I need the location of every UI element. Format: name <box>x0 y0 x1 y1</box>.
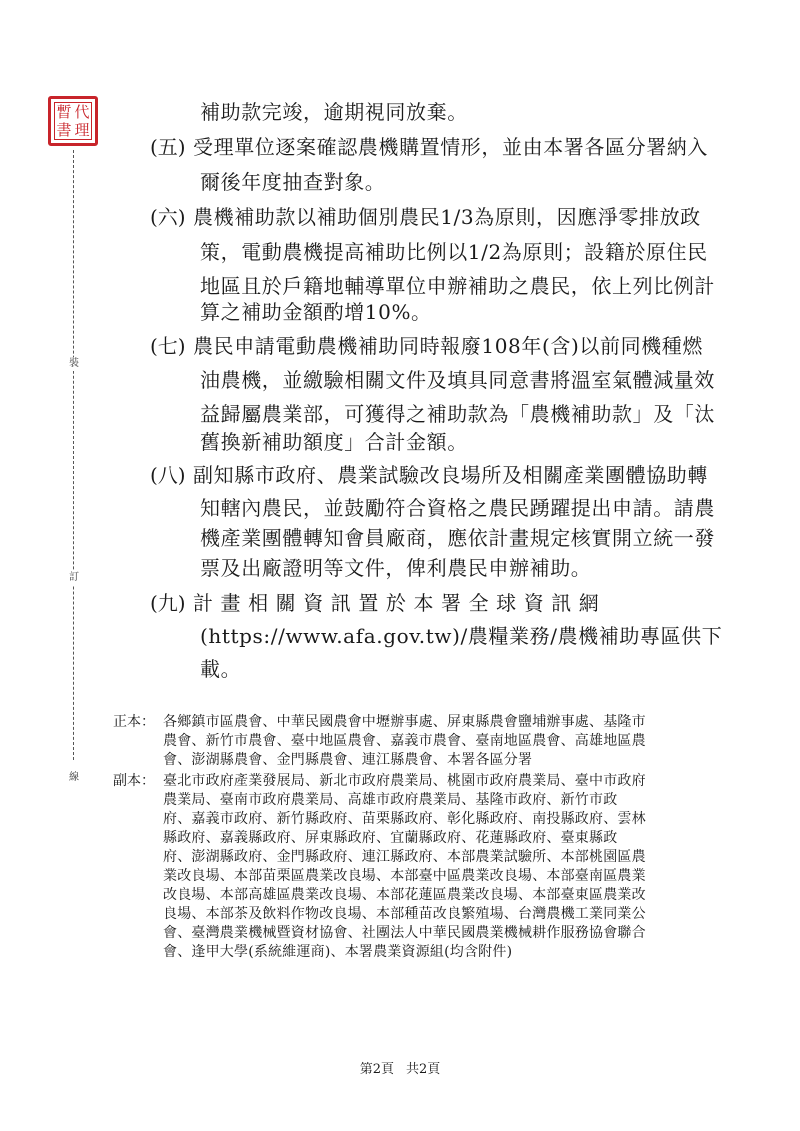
copy-recipients-line: 改良場、本部高雄區農業改良場、本部花蓮區農業改良場、本部臺東區農業改 <box>163 887 646 903</box>
item-eight-line: 票及出廠證明等文件，俾利農民申辦補助。 <box>200 556 592 580</box>
copy-recipients-line: 農業局、臺南市政府農業局、高雄市政府農業局、基隆市政府、新竹市政 <box>163 792 618 808</box>
page-total: 共2頁 <box>406 1062 441 1077</box>
item-five-label: (五) <box>150 135 186 159</box>
page-number: 第2頁 <box>359 1062 394 1077</box>
copy-recipients-line: 會、臺灣農業機械暨資材協會、社團法人中華民國農業機械耕作服務協會聯合 <box>163 925 646 941</box>
binding-mark-ding: 訂 <box>69 572 79 583</box>
original-recipients-label: 正本： <box>113 714 155 730</box>
item-seven-line: 益歸屬農業部，可獲得之補助款為「農機補助款」及「汰 <box>200 402 715 426</box>
item-eight-line: 知轄內農民，並鼓勵符合資格之農民踴躍提出申請。請農 <box>200 496 715 520</box>
item-eight-line: 機產業團體轉知會員廠商，應依計畫規定核實開立統一發 <box>200 526 715 550</box>
item-five-line: 受理單位逐案確認農機購置情形，並由本署各區分署納入 <box>193 135 708 159</box>
item-seven-line: 油農機，並繳驗相關文件及填具同意書將溫室氣體減量效 <box>200 368 715 392</box>
item-nine-label: (九) <box>150 591 186 615</box>
copy-recipients-line: 臺北市政府產業發展局、新北市政府農業局、桃園市政府農業局、臺中市政府 <box>163 773 646 789</box>
item-six-label: (六) <box>150 205 186 229</box>
item-five-line: 爾後年度抽查對象。 <box>200 170 386 194</box>
item-nine-line: 計 畫 相 關 資 訊 置 於 本 署 全 球 資 訊 網 <box>193 591 600 615</box>
seal-char: 代 <box>74 103 90 121</box>
copy-recipients-label: 副本： <box>113 773 155 789</box>
item-six-line: 地區且於戶籍地輔導單位申辦補助之農民，依上列比例計 <box>200 274 715 298</box>
binding-mark-zhuang: 裝 <box>69 358 79 369</box>
item-eight-label: (八) <box>150 463 186 487</box>
official-seal-stamp <box>48 96 98 146</box>
continued-line: 補助款完竣，逾期視同放棄。 <box>200 100 468 124</box>
item-six-line: 農機補助款以補助個別農民1/3為原則，因應淨零排放政 <box>193 205 701 229</box>
seal-char: 書 <box>56 121 72 139</box>
item-eight-line: 副知縣市政府、農業試驗改良場所及相關產業團體協助轉 <box>193 463 708 487</box>
copy-recipients-line: 府、澎湖縣政府、金門縣政府、連江縣政府、本部農業試驗所、本部桃園區農 <box>163 849 646 865</box>
copy-recipients-line: 府、嘉義市政府、新竹縣政府、苗栗縣政府、彰化縣政府、南投縣政府、雲林 <box>163 811 646 827</box>
binding-mark-xian: 線 <box>69 772 79 783</box>
copy-recipients-line: 會、逢甲大學(系統維運商)、本署農業資源組(均含附件) <box>163 944 513 960</box>
item-six-line: 策，電動農機提高補助比例以1/2為原則；設籍於原住民 <box>200 240 708 264</box>
item-seven-line: 舊換新補助額度」合計金額。 <box>200 430 468 454</box>
binding-line <box>73 150 74 760</box>
copy-recipients-line: 業改良場、本部苗栗區農業改良場、本部臺中區農業改良場、本部臺南區農業 <box>163 868 646 884</box>
seal-char: 暫 <box>56 103 72 121</box>
seal-char: 理 <box>74 121 90 139</box>
item-seven-line: 農民申請電動農機補助同時報廢108年(含)以前同機種燃 <box>193 334 703 358</box>
item-seven-label: (七) <box>150 334 186 358</box>
original-recipients-line: 各鄉鎮市區農會、中華民國農會中壢辦事處、屏東縣農會鹽埔辦事處、基隆市 <box>163 714 646 730</box>
original-recipients-line: 農會、新竹市農會、臺中地區農會、嘉義市農會、臺南地區農會、高雄地區農 <box>163 733 646 749</box>
original-recipients-line: 會、澎湖縣農會、金門縣農會、連江縣農會、本署各區分署 <box>163 752 533 768</box>
copy-recipients-line: 良場、本部茶及飲料作物改良場、本部種苗改良繁殖場、台灣農機工業同業公 <box>163 906 646 922</box>
seal-inner-frame <box>54 102 92 140</box>
page-footer <box>0 1058 800 1077</box>
item-nine-line: 載。 <box>200 657 242 681</box>
item-nine-line: (https://www.afa.gov.tw)/農糧業務/農機補助專區供下 <box>200 624 723 648</box>
item-six-line: 算之補助金額酌增10%。 <box>200 300 432 324</box>
copy-recipients-line: 縣政府、嘉義縣政府、屏東縣政府、宜蘭縣政府、花蓮縣政府、臺東縣政 <box>163 830 618 846</box>
